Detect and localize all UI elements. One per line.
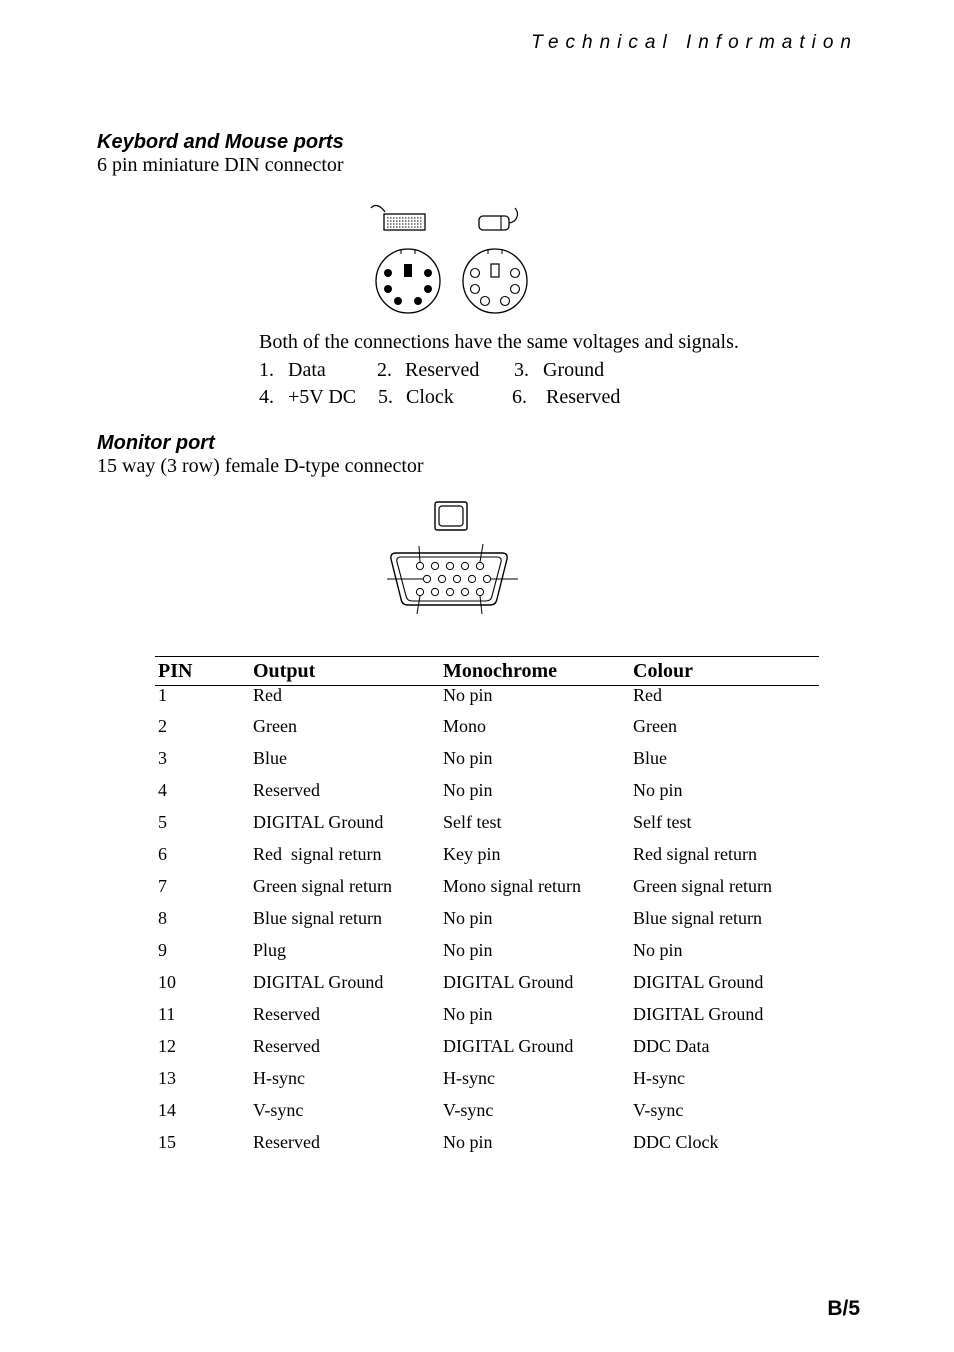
- monochrome-cell: No pin: [443, 780, 493, 800]
- monochrome-cell: DIGITAL Ground: [443, 1036, 574, 1056]
- page-number: B/5: [827, 1297, 860, 1320]
- monitor-port-subtitle: 15 way (3 row) female D-type connector: [97, 455, 424, 477]
- pin-cell: 15: [158, 1132, 176, 1152]
- pin-number: 6.: [512, 386, 527, 408]
- pin-cell: 11: [158, 1004, 176, 1024]
- colour-cell: V-sync: [633, 1100, 684, 1120]
- output-cell: Red signal return: [253, 844, 382, 864]
- table-row: [155, 1133, 819, 1165]
- colour-cell: Green: [633, 716, 677, 736]
- pin-number: 3.: [514, 359, 529, 381]
- pin-number: 2.: [377, 359, 392, 381]
- dsub-connector-diagram: [380, 498, 525, 623]
- monochrome-cell: Self test: [443, 812, 502, 832]
- pin-cell: 3: [158, 748, 167, 768]
- pin-label: Reserved: [405, 359, 480, 381]
- din-pin-list: [0, 357, 954, 417]
- monochrome-cell: Key pin: [443, 844, 501, 864]
- colour-cell: Red: [633, 685, 662, 705]
- keyboard-mouse-heading: Keybord and Mouse ports: [97, 131, 344, 153]
- table-row: [155, 717, 819, 749]
- table-row: [155, 941, 819, 973]
- colour-cell: Green signal return: [633, 876, 772, 896]
- monochrome-cell: DIGITAL Ground: [443, 972, 574, 992]
- table-row: [155, 845, 819, 877]
- table-row: [155, 973, 819, 1005]
- connections-note: Both of the connections have the same voltages and signals.: [259, 331, 739, 353]
- output-cell: DIGITAL Ground: [253, 812, 384, 832]
- mouse-din-socket: [463, 249, 527, 313]
- keyboard-din-socket: [376, 249, 440, 313]
- dsub-socket: [387, 544, 518, 614]
- pin-cell: 10: [158, 972, 176, 992]
- pin-number: 5.: [378, 386, 393, 408]
- monitor-port-heading: Monitor port: [97, 432, 215, 454]
- output-cell: Plug: [253, 940, 287, 960]
- monochrome-cell: No pin: [443, 685, 493, 705]
- pin-number: 1.: [259, 359, 274, 381]
- monochrome-cell: Mono signal return: [443, 876, 581, 896]
- pin-label: Ground: [543, 359, 605, 381]
- output-cell: Red: [253, 685, 282, 705]
- pin-cell: 9: [158, 940, 167, 960]
- table-row: [155, 1101, 819, 1133]
- output-cell: DIGITAL Ground: [253, 972, 384, 992]
- table-row: [155, 749, 819, 781]
- monochrome-cell: No pin: [443, 908, 493, 928]
- monitor-icon: [435, 502, 467, 530]
- table-row: [155, 1069, 819, 1101]
- table-header-row: [155, 657, 819, 686]
- colour-cell: Red signal return: [633, 844, 757, 864]
- monochrome-cell: No pin: [443, 940, 493, 960]
- output-cell: Reserved: [253, 1004, 320, 1024]
- pin-label: Data: [288, 359, 326, 381]
- pin-cell: 12: [158, 1036, 176, 1056]
- column-header-colour: Colour: [630, 657, 819, 686]
- pin-cell: 7: [158, 876, 167, 896]
- colour-cell: Blue signal return: [633, 908, 762, 928]
- pin-cell: 6: [158, 844, 167, 864]
- colour-cell: No pin: [633, 780, 683, 800]
- colour-cell: DDC Data: [633, 1036, 710, 1056]
- table-row: [155, 1005, 819, 1037]
- pin-number: 4.: [259, 386, 274, 408]
- output-cell: Blue: [253, 748, 287, 768]
- column-header-pin: PIN: [155, 657, 250, 686]
- output-cell: Reserved: [253, 1132, 320, 1152]
- page-header: Technical Information: [531, 32, 858, 53]
- colour-cell: No pin: [633, 940, 683, 960]
- monochrome-cell: No pin: [443, 748, 493, 768]
- monochrome-cell: Mono: [443, 716, 487, 736]
- monochrome-cell: H-sync: [443, 1068, 495, 1088]
- column-header-monochrome: Monochrome: [440, 657, 630, 686]
- colour-cell: Blue: [633, 748, 667, 768]
- pin-cell: 8: [158, 908, 167, 928]
- colour-cell: DIGITAL Ground: [633, 1004, 764, 1024]
- table-row: [155, 1037, 819, 1069]
- table-row: [155, 877, 819, 909]
- output-cell: Reserved: [253, 1036, 320, 1056]
- table-row: [155, 813, 819, 845]
- colour-cell: DDC Clock: [633, 1132, 719, 1152]
- colour-cell: Self test: [633, 812, 692, 832]
- pin-label: +5V DC: [288, 386, 357, 408]
- pin-cell: 14: [158, 1100, 176, 1120]
- colour-cell: H-sync: [633, 1068, 685, 1088]
- keyboard-icon: [371, 205, 425, 230]
- pin-label: Reserved: [546, 386, 621, 408]
- table-row: [155, 781, 819, 813]
- output-cell: Reserved: [253, 780, 320, 800]
- mouse-icon: [479, 208, 517, 230]
- pin-cell: 2: [158, 716, 167, 736]
- output-cell: Blue signal return: [253, 908, 382, 928]
- table-row: [155, 686, 819, 718]
- pin-cell: 5: [158, 812, 167, 832]
- din-connector-diagram: [365, 200, 535, 320]
- monitor-pin-table: [155, 656, 819, 1165]
- output-cell: Green: [253, 716, 297, 736]
- output-cell: V-sync: [253, 1100, 304, 1120]
- column-header-output: Output: [250, 657, 440, 686]
- monochrome-cell: No pin: [443, 1132, 493, 1152]
- pin-cell: 4: [158, 780, 167, 800]
- colour-cell: DIGITAL Ground: [633, 972, 764, 992]
- pin-cell: 1: [158, 685, 167, 705]
- monochrome-cell: V-sync: [443, 1100, 494, 1120]
- keyboard-mouse-subtitle: 6 pin miniature DIN connector: [97, 154, 344, 176]
- table-row: [155, 909, 819, 941]
- pin-cell: 13: [158, 1068, 176, 1088]
- pin-label: Clock: [406, 386, 454, 408]
- output-cell: Green signal return: [253, 876, 392, 896]
- output-cell: H-sync: [253, 1068, 305, 1088]
- monochrome-cell: No pin: [443, 1004, 493, 1024]
